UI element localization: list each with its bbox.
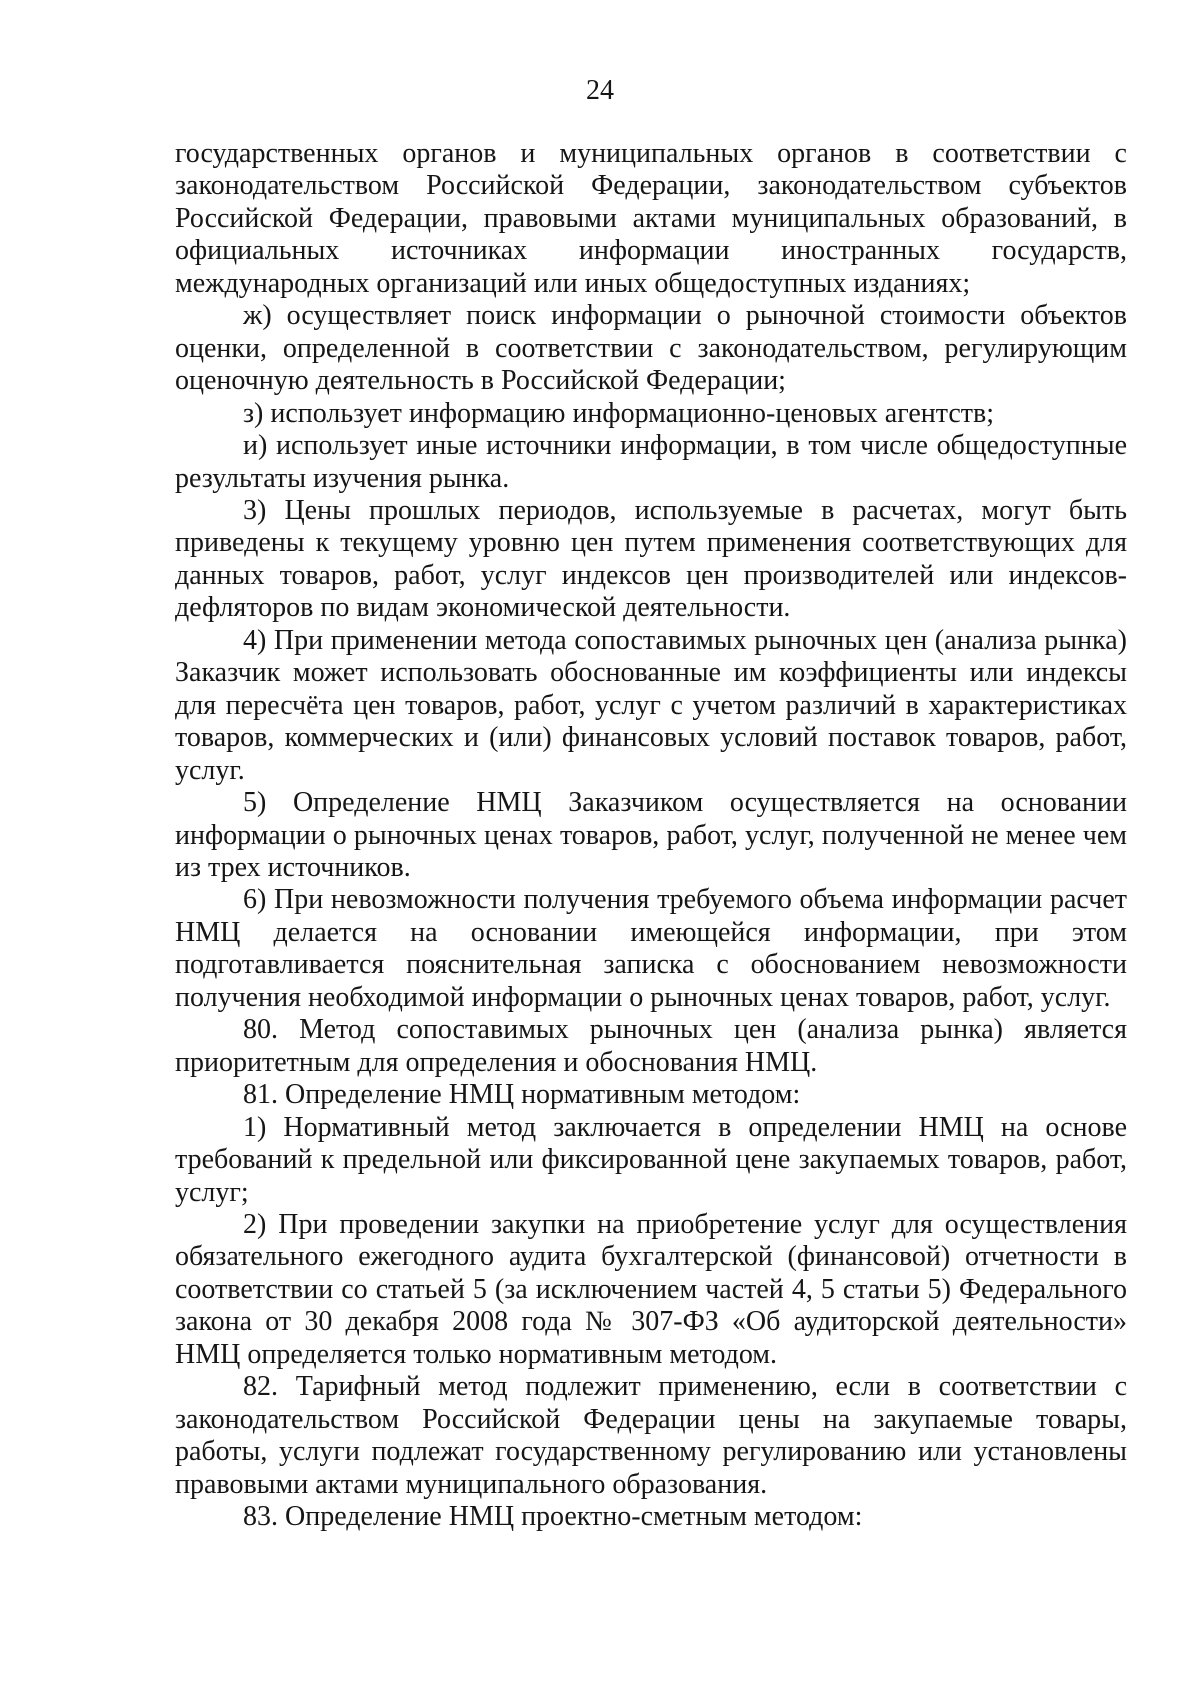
paragraph-item-i: и) использует иные источники информации, в том числе общедоступные результаты изучения рынка. bbox=[175, 430, 1127, 494]
page-number: 24 bbox=[586, 75, 614, 106]
paragraph-item-zh: ж) осуществляет поиск информации о рыночной стоимости объектов оценки, определенной в соответствии с законодательством, регулирующим оценочную деятельность в Российской Федерации; bbox=[175, 300, 1127, 397]
paragraph-continuation: государственных органов и муниципальных органов в соответствии с законодательством Российской Федерации, законодательством субъектов Российской Федерации, правовыми актами муниципальных образований, в официальных источниках информации иностранных государств, международных организаций или иных общедоступных изданиях; bbox=[175, 138, 1127, 299]
paragraph-item-6: 6) При невозможности получения требуемого объема информации расчет НМЦ делается на основании имеющейся информации, при этом подготавливается пояснительная записка с обоснованием невозможности получения необходимой информации о рыночных ценах товаров, работ, услуг. bbox=[175, 884, 1127, 1013]
paragraph-clause-81-item-2: 2) При проведении закупки на приобретение услуг для осуществления обязательного ежегодного аудита бухгалтерской (финансовой) отчетности в соответствии со статьей 5 (за исключением частей 4, 5 статьи 5) Федерального закона от 30 декабря 2008 года № 307-ФЗ «Об аудиторской деятельности» НМЦ определяется только нормативным методом. bbox=[175, 1208, 1127, 1370]
paragraph-clause-82: 82. Тарифный метод подлежит применению, если в соответствии с законодательством Российской Федерации цены на закупаемые товары, работы, услуги подлежат государственному регулированию или установлены правовыми актами муниципального образования. bbox=[175, 1371, 1127, 1500]
paragraph-clause-80: 80. Метод сопоставимых рыночных цен (анализа рынка) является приоритетным для определения и обоснования НМЦ. bbox=[175, 1014, 1127, 1078]
paragraph-clause-81-item-1: 1) Нормативный метод заключается в определении НМЦ на основе требований к предельной или фиксированной цене закупаемых товаров, работ, услуг; bbox=[175, 1111, 1127, 1208]
document-body bbox=[175, 138, 1127, 1533]
paragraph-clause-81: 81. Определение НМЦ нормативным методом: bbox=[243, 1079, 801, 1111]
paragraph-item-4: 4) При применении метода сопоставимых рыночных цен (анализа рынка) Заказчик может использовать обоснованные им коэффициенты или индексы для пересчёта цен товаров, работ, услуг с учетом различий в характеристиках товаров, коммерческих и (или) финансовых условий поставок товаров, работ, услуг. bbox=[175, 624, 1127, 786]
paragraph-item-z: з) использует информацию информационно-ценовых агентств; bbox=[243, 397, 994, 429]
paragraph-item-3: 3) Цены прошлых периодов, используемые в расчетах, могут быть приведены к текущему уровню цен путем применения соответствующих для данных товаров, работ, услуг индексов цен производителей или индексов-дефляторов по видам экономической деятельности. bbox=[175, 494, 1127, 624]
paragraph-item-5: 5) Определение НМЦ Заказчиком осуществляется на основании информации о рыночных ценах товаров, работ, услуг, полученной не менее чем из трех источников. bbox=[175, 787, 1127, 883]
paragraph-clause-83: 83. Определение НМЦ проектно-сметным методом: bbox=[243, 1501, 863, 1533]
